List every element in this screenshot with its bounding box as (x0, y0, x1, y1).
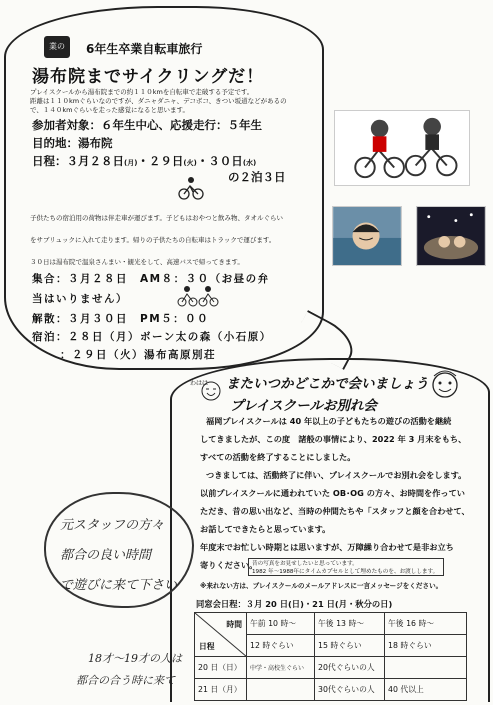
farewell-p3-2: 寄りください。 (200, 560, 258, 570)
farewell-contact: ※来れない方は、プレイスクールのメールアドレスに一言メッセージをください。 (200, 582, 443, 590)
farewell-p2-4: お話してできたらと思っています。 (200, 524, 331, 534)
reunion-schedule-table (194, 612, 467, 701)
trip-dismiss: 解散：３月３０日 PM５：００ (32, 313, 210, 325)
handwritten-line-2: 都合の良い時間 (60, 548, 152, 563)
trip-stay-2: ：２９日（火）湯布高原別荘 (60, 349, 216, 361)
col1-end: 12 時ぐらい (247, 635, 315, 657)
col2-start: 午後 13 時～ (315, 613, 385, 635)
handwritten-bottom-2: 都合の合う時に来て (76, 674, 175, 687)
trip-desc-2: 距離は１１０kmぐらいなのですが、ダニャダニャ、デコボコ、きつい坂道などがあるの (30, 97, 287, 105)
row2-slot1 (247, 679, 315, 701)
handwritten-line-3: で遊びに来て下さい (60, 578, 178, 593)
handwritten-line-1: 元スタッフの方々 (60, 518, 165, 533)
trip-info-1: 子供たちの宿泊用の荷物は伴走車が運びます。子どもはおやつと飲み物、タオルぐらい (30, 214, 283, 222)
farewell-heading-2: プレイスクールお別れ会 (230, 398, 377, 414)
onsen-bath-illustration (332, 206, 402, 266)
col1-start: 午前 10 時～ (247, 613, 315, 635)
col2-end: 15 時ぐらい (315, 635, 385, 657)
trip-gather: 集合：３月２８日 AM８：３０（お昼の弁 (32, 273, 270, 285)
trip-stay-1: 宿泊：２８日（月）ボーン太の森（小石原） (32, 331, 272, 343)
trip-desc-1: プレイスクールから湯布院までの約１１０kmを自転車で走破する予定です。 (30, 88, 254, 96)
photo-note-1: 昔の写真をお見せしたいと思っています。 (252, 561, 358, 567)
farewell-p1-1: 福岡プレイスクールは 40 年以上の子どもたちの遊びの活動を継続 (206, 416, 452, 426)
night-onsen-illustration (416, 206, 486, 266)
trip-info-2: をサブリュックに入れて走ります。帰りの子供たちの自転車はトラックで運びます。 (30, 236, 276, 244)
row2-date: 21 日（月） (195, 679, 247, 701)
table-row (195, 613, 467, 635)
row1-date: 20 日（日） (195, 657, 247, 679)
farewell-p2-1: つきましては、活動終了に伴い、プレイスクールでお別れ会をします。 (206, 470, 467, 480)
schedule-title: 同窓会日程：３月 20 日(日)・21 日(月・秋分の日) (196, 599, 393, 609)
smiling-face-icon (428, 368, 462, 400)
farewell-heading-1: またいつかどこかで会いましょう (226, 376, 429, 392)
row1-slot1: 中学・高校生ぐらい (247, 657, 315, 679)
cyclists-masks-illustration (334, 110, 470, 186)
cyclist-icon (178, 175, 204, 201)
farewell-p2-3: ただき、昔の思い出など、当時の仲間たちや「スタッフと顔を合わせて、 (200, 506, 470, 516)
cyclists-small-icon (176, 284, 220, 308)
table-row (195, 657, 467, 679)
trip-participants: 参加者対象：６年生中心、応援走行：５年生 (32, 118, 262, 132)
photo-note-box (248, 558, 444, 576)
farewell-p1-3: すべての活動を終了することにしました。 (200, 452, 356, 462)
laughing-face-icon (200, 380, 222, 402)
trip-destination: 目的地：湯布院 (32, 136, 113, 150)
table-date-header: 日程 (199, 642, 215, 651)
row1-slot2: 20代ぐらいの人 (315, 657, 385, 679)
playschool-logo: 業の (44, 36, 70, 58)
trip-desc-3: で、１４０kmぐらいを走った感覚になると思います。 (30, 106, 189, 114)
row2-slot3: 40 代以上 (385, 679, 467, 701)
col3-start: 午後 16 時～ (385, 613, 467, 635)
col3-end: 18 時ぐらい (385, 635, 467, 657)
farewell-kicker: わはは (190, 380, 209, 387)
trip-subtitle: 6年生卒業自転車旅行 (86, 42, 203, 56)
table-row (195, 679, 467, 701)
table-time-header: 時間 (226, 620, 242, 629)
photo-note-2: 1982 年～1988年にタイムカプセルとして埋めたものを、お渡しします。 (252, 569, 439, 575)
trip-gather-note: 当はいりません） (32, 293, 128, 305)
farewell-p3-1: 年度末でお忙しい時期とは思いますが、万障繰り合わせて是非お立ち (200, 542, 454, 552)
farewell-p1-2: してきましたが、この度 諸般の事情により、2022 年 3 月末をもち、 (200, 434, 467, 444)
trip-duration: の２泊３日 (228, 170, 286, 184)
row1-slot3 (385, 657, 467, 679)
trip-title: 湯布院までサイクリングだ！ (32, 67, 265, 87)
handwritten-bottom-1: 18才～19才の人は (88, 652, 182, 665)
table-corner-cell (195, 613, 247, 657)
trip-dates: 日程：３月２８日(月)・２９日(火)・３０日(水) (32, 154, 257, 168)
farewell-p2-2: 以前プレイスクールに通われていた OB･OG の方々、お時間を作ってい (200, 488, 465, 498)
trip-info-3: ３０日は湯布院で温泉さんまい・観光をして、高速バスで帰ってきます。 (30, 258, 244, 266)
row2-slot2: 30代ぐらいの人 (315, 679, 385, 701)
